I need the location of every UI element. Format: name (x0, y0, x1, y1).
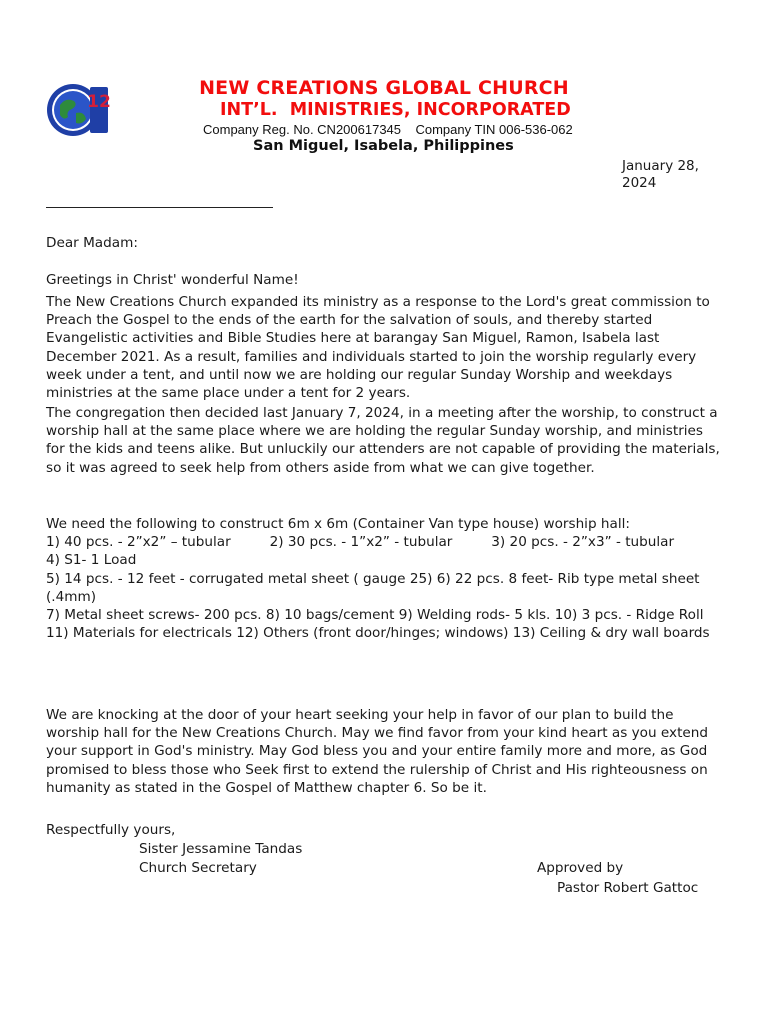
paragraph-1: The New Creations Church expanded its ministry as a response to the Lord's great commission to Preach the Gospel to the ends of the earth for the salvation of souls, and thereby started Evangelistic activities and Bible Studies here at barangay San Miguel, Ramon, Isabela last December 2021. As a result, families and individuals started to join the worship regularly every week under a tent, and until now we are holding our regular Sunday Worship and weekdays ministries at the same place under a tent for 2 years. (46, 294, 710, 402)
closing: Respectfully yours, (46, 822, 176, 838)
materials-line: 1) 40 pcs. - 2”x2” – tubular 2) 30 pcs. - 1”x2” - tubular 3) 20 pcs. - 2”x3” - tubular (46, 534, 675, 551)
approval-label: Approved by (537, 860, 624, 876)
logo-number: 12 (87, 92, 110, 112)
signatory-title: Church Secretary (139, 860, 257, 876)
materials-line: 4) S1- 1 Load (46, 552, 137, 569)
church-address: San Miguel, Isabela, Philippines (253, 138, 514, 154)
materials-line: 7) Metal sheet screws- 200 pcs. 8) 10 bags/cement 9) Welding rods- 5 kls. 10) 3 pcs. - Ridge Roll (46, 607, 704, 624)
salutation: Dear Madam: (46, 235, 138, 251)
signatory-name: Sister Jessamine Tandas (139, 841, 303, 857)
materials-line: 11) Materials for electricals 12) Others (front door/hinges; windows) 13) Ceiling & dry wall boards (46, 625, 710, 642)
company-registration: Company Reg. No. CN200617345 Company TIN 006-536-062 (203, 122, 573, 137)
materials-intro: We need the following to construct 6m x 6m (Container Van type house) worship hall: (46, 516, 630, 532)
org-name-line2: INT’L. MINISTRIES, INCORPORATED (220, 100, 571, 120)
greeting: Greetings in Christ' wonderful Name! (46, 272, 299, 288)
materials-list (46, 515, 722, 642)
recipient-line (46, 207, 273, 208)
approver-name: Pastor Robert Gattoc (557, 880, 699, 896)
paragraph-2: The congregation then decided last January 7, 2024, in a meeting after the worship, to construct a worship hall at the same place where we are holding the regular Sunday worship, and ministries for the kids and teens alike. But unluckily our attenders are not capable of providing the materials, so it was agreed to seek help from others aside from what we can give together. (46, 405, 720, 476)
letter-date: January 28, 2024 (622, 158, 699, 191)
paragraph-3: We are knocking at the door of your heart seeking your help in favor of our plan to build the worship hall for the New Creations Church. May we find favor from your kind heart as you extend your support in God's ministry. May God bless you and your entire family more and more, as God promised to bless those who Seek first to extend the rulership of Christ and His righteousness on humanity as stated in the Gospel of Matthew chapter 6. So be it. (46, 707, 709, 796)
org-name-line1: NEW CREATIONS GLOBAL CHURCH (199, 77, 569, 99)
materials-line: 5) 14 pcs. - 12 feet - corrugated metal sheet ( gauge 25) 6) 22 pcs. 8 feet- Rib type metal sheet (.4mm) (46, 570, 700, 605)
